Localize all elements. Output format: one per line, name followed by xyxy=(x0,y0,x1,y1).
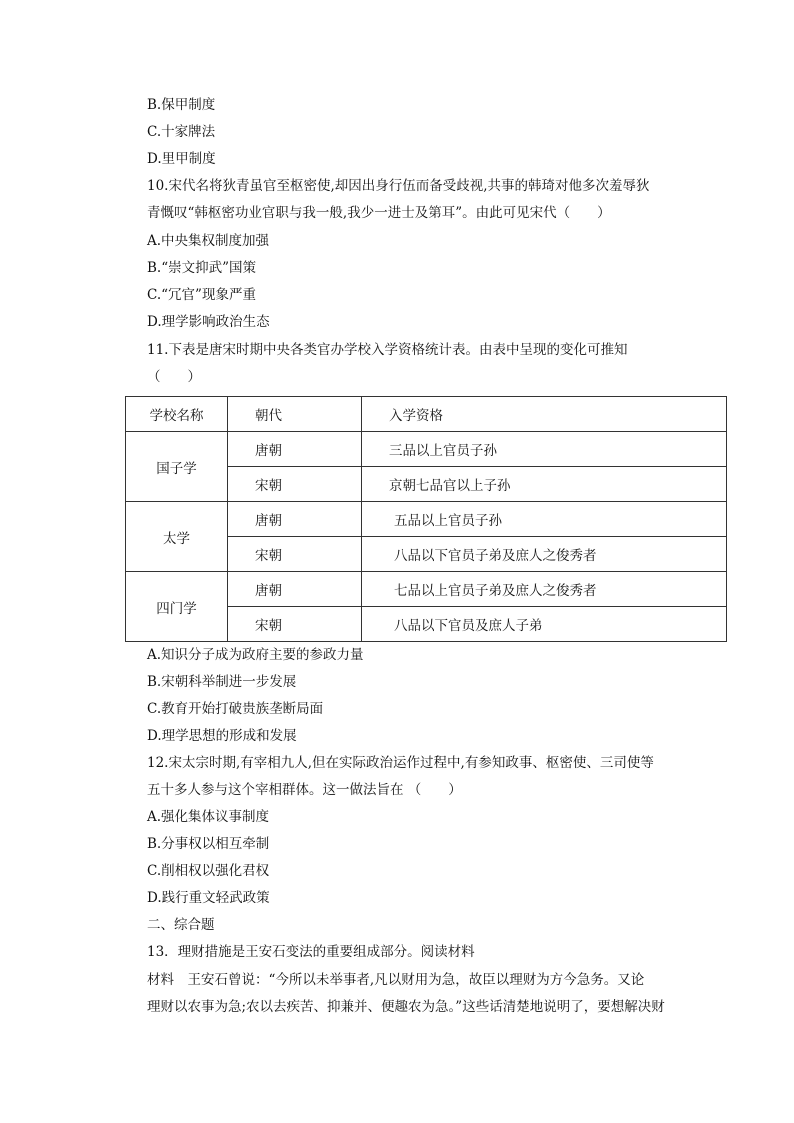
school-cell: 四门学 xyxy=(126,572,228,642)
header-requirement: 入学资格 xyxy=(362,397,727,432)
section-heading: 二、综合题 xyxy=(147,917,215,933)
dynasty-cell: 宋朝 xyxy=(228,537,362,572)
q13-stem: 13．理财措施是王安石变法的重要组成部分。阅读材料 xyxy=(147,944,475,960)
q12-stem-line2: 五十多人参与这个宰相群体。这一做法旨在 （ ） xyxy=(147,782,462,798)
q12-option-b: B.分事权以相互牵制 xyxy=(147,836,270,852)
q11-stem-line2: （ ） xyxy=(147,369,201,385)
requirement-cell: 三品以上官员子孙 xyxy=(362,432,727,467)
q12-option-d: D.践行重文轻武政策 xyxy=(147,890,270,906)
header-dynasty: 朝代 xyxy=(228,397,362,432)
requirement-cell: 八品以下官员及庶人子弟 xyxy=(362,607,727,642)
table-row xyxy=(126,432,727,467)
school-cell: 国子学 xyxy=(126,432,228,502)
q10-option-b: B.“崇文抑武”国策 xyxy=(147,260,257,276)
dynasty-cell: 宋朝 xyxy=(228,467,362,502)
admission-table xyxy=(125,396,727,642)
q11-option-a: A.知识分子成为政府主要的参政力量 xyxy=(147,647,364,663)
dynasty-cell: 唐朝 xyxy=(228,432,362,467)
q12-option-c: C.削相权以强化君权 xyxy=(147,863,270,879)
requirement-cell: 五品以上官员子孙 xyxy=(362,502,727,537)
q10-stem-line1: 10.宋代名将狄青虽官至枢密使,却因出身行伍而备受歧视,共事的韩琦对他多次羞辱狄 xyxy=(147,178,650,194)
q9-option-d: D.里甲制度 xyxy=(147,151,216,167)
q10-option-c: C.“冗官”现象严重 xyxy=(147,287,256,303)
q11-stem-line1: 11.下表是唐宋时期中央各类官办学校入学资格统计表。由表中呈现的变化可推知 xyxy=(147,342,628,358)
q10-option-d: D.理学影响政治生态 xyxy=(147,314,270,330)
q12-stem-line1: 12.宋太宗时期,有宰相九人,但在实际政治运作过程中,有参知政事、枢密使、三司使等 xyxy=(147,755,654,771)
q10-stem-line2: 青慨叹“韩枢密功业官职与我一般,我少一进士及第耳”。由此可见宋代（ ） xyxy=(147,205,611,221)
school-cell: 太学 xyxy=(126,502,228,572)
requirement-cell: 七品以上官员子弟及庶人之俊秀者 xyxy=(362,572,727,607)
q9-option-c: C.十家牌法 xyxy=(147,124,216,140)
q10-option-a: A.中央集权制度加强 xyxy=(147,233,270,249)
table-header-row xyxy=(126,397,727,432)
requirement-cell: 京朝七品官以上子孙 xyxy=(362,467,727,502)
requirement-cell: 八品以下官员子弟及庶人之俊秀者 xyxy=(362,537,727,572)
dynasty-cell: 唐朝 xyxy=(228,572,362,607)
header-school: 学校名称 xyxy=(126,397,228,432)
table-row xyxy=(126,502,727,537)
dynasty-cell: 唐朝 xyxy=(228,502,362,537)
q11-option-d: D.理学思想的形成和发展 xyxy=(147,728,297,744)
q13-material-line1: 材料 王安石曾说：“今所以未举事者,凡以财用为急，故臣以理财为方今急务。又论 xyxy=(147,972,645,988)
dynasty-cell: 宋朝 xyxy=(228,607,362,642)
table-row xyxy=(126,572,727,607)
q12-option-a: A.强化集体议事制度 xyxy=(147,809,270,825)
q13-material-line2: 理财以农事为急;农以去疾苦、抑兼并、便趣农为急。”这些话清楚地说明了，要想解决财 xyxy=(147,999,665,1015)
q11-option-b: B.宋朝科举制进一步发展 xyxy=(147,674,297,690)
q11-option-c: C.教育开始打破贵族垄断局面 xyxy=(147,701,324,717)
q9-option-b: B.保甲制度 xyxy=(147,97,216,113)
